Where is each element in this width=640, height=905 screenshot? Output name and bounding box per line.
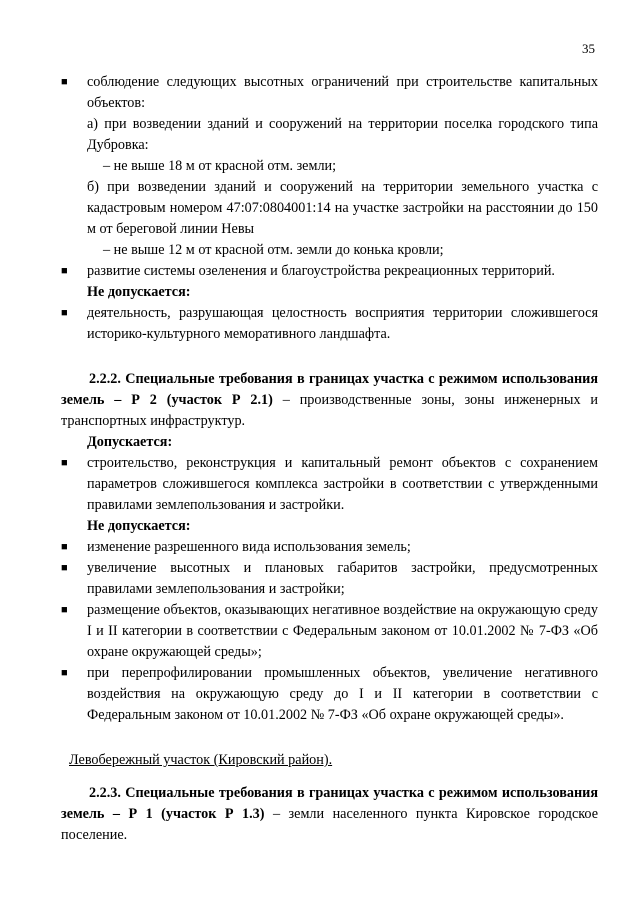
list-item bbox=[61, 600, 598, 663]
list-item bbox=[61, 558, 598, 600]
list-item bbox=[61, 72, 598, 114]
list-item bbox=[61, 261, 598, 282]
bullet-icon: ■ bbox=[61, 562, 68, 574]
page-number: 35 bbox=[582, 41, 595, 56]
list-item-text: деятельность, разрушающая целостность восприятия территории сложившегося историко-культурного меморативного ландшафта. bbox=[87, 305, 598, 342]
left-bank-heading: Левобережный участок (Кировский район). bbox=[69, 752, 333, 768]
section-2-2-2-heading bbox=[61, 369, 598, 432]
section-number: 2.2.3. bbox=[89, 785, 121, 801]
bullet-icon: ■ bbox=[61, 457, 68, 469]
section-description: – производственные зоны, зоны инженерных и транспортных инфраструктур. bbox=[61, 392, 598, 429]
sub-item-b-limit: – не выше 12 м от красной отм. земли до конька кровли; bbox=[103, 242, 444, 258]
list-item bbox=[61, 663, 598, 726]
list-item-text: при перепрофилировании промышленных объектов, увеличение негативного воздействия на окружающую среду до I и II категории в соответствии с Федеральным законом от 10.01.2002 № 7-ФЗ «Об охране окружающей среды». bbox=[87, 665, 598, 723]
sub-item-a-limit: – не выше 18 м от красной отм. земли; bbox=[103, 158, 337, 174]
sub-item-a: а) при возведении зданий и сооружений на территории поселка городского типа Дубровка: bbox=[87, 116, 598, 153]
bullet-icon: ■ bbox=[61, 265, 68, 277]
bullet-icon: ■ bbox=[61, 541, 68, 553]
section-description: – земли населенного пункта Кировское городское поселение. bbox=[61, 806, 598, 843]
bullet-icon: ■ bbox=[61, 76, 68, 88]
list-item bbox=[61, 453, 598, 516]
list-item-text: увеличение высотных и плановых габаритов застройки, предусмотренных правилами землепользования и застройки; bbox=[87, 560, 598, 597]
bullet-icon: ■ bbox=[61, 667, 68, 679]
section-title: Специальные требования в границах участка с режимом использования земель – Р 2 (участок Р 2.1) bbox=[61, 371, 598, 408]
list-item-text: соблюдение следующих высотных ограничений при строительстве капитальных объектов: bbox=[87, 74, 598, 111]
page-content bbox=[61, 72, 598, 846]
bullet-icon: ■ bbox=[61, 307, 68, 319]
allowed-heading: Допускается: bbox=[87, 434, 173, 450]
list-item bbox=[61, 303, 598, 345]
section-2-2-3-heading bbox=[61, 783, 598, 846]
list-item-text: строительство, реконструкция и капитальный ремонт объектов с сохранением параметров сложившегося комплекса застройки в соответствии с утвержденными правилами землепользования и застройки. bbox=[87, 455, 598, 513]
section-number: 2.2.2. bbox=[89, 371, 121, 387]
list-item-text: развитие системы озеленения и благоустройства рекреационных территорий. bbox=[87, 263, 555, 279]
not-allowed-heading: Не допускается: bbox=[87, 518, 191, 534]
bullet-icon: ■ bbox=[61, 604, 68, 616]
not-allowed-heading: Не допускается: bbox=[87, 284, 191, 300]
list-item bbox=[61, 537, 598, 558]
list-item-text: размещение объектов, оказывающих негативное воздействие на окружающую среду I и II категории в соответствии с Федеральным законом от 10.01.2002 № 7-ФЗ «Об охране окружающей среды»; bbox=[87, 602, 598, 660]
section-title: Специальные требования в границах участка с режимом использования земель – Р 1 (участок Р 1.3) bbox=[61, 785, 598, 822]
sub-item-b: б) при возведении зданий и сооружений на территории земельного участка с кадастровым номером 47:07:0804001:14 на участке застройки на расстоянии до 150 м от береговой линии Невы bbox=[87, 179, 598, 237]
list-item-text: изменение разрешенного вида использования земель; bbox=[87, 539, 411, 555]
